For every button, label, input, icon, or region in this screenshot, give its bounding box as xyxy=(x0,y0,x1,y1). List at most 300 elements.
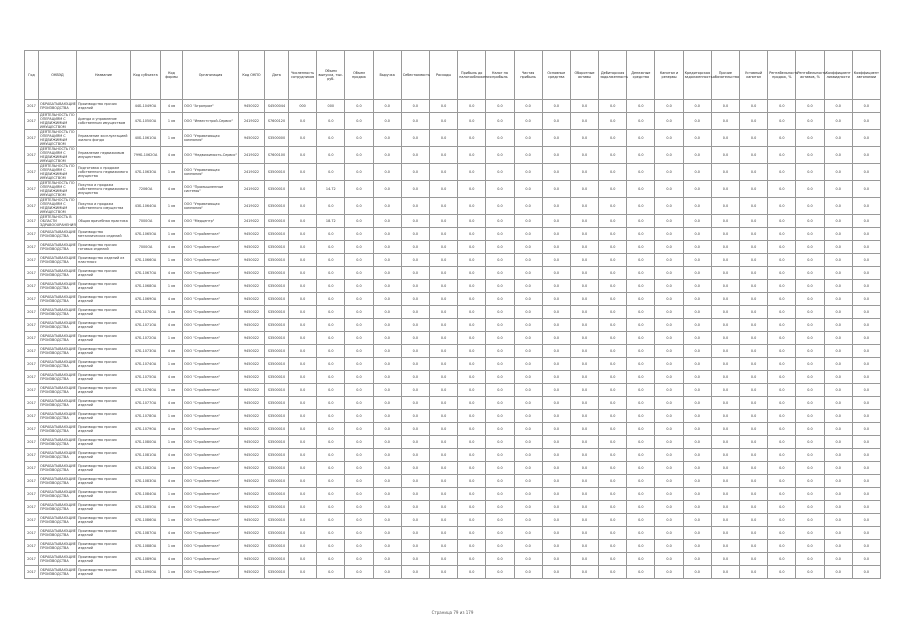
table-cell: 0.0 xyxy=(599,514,627,527)
table-cell: 0.0 xyxy=(796,566,824,579)
table-cell: S3500010 xyxy=(265,514,289,527)
table-cell: 0.0 xyxy=(542,241,570,254)
table-cell: 9450022 xyxy=(239,384,265,397)
table-cell: ООО "Стройметалл" xyxy=(183,319,239,332)
table-cell: 1 кв xyxy=(161,332,183,345)
table-cell: 2017 xyxy=(25,475,39,488)
table-row xyxy=(25,147,881,164)
table-cell: 0.0 xyxy=(824,527,852,540)
table-cell: 0.0 xyxy=(796,527,824,540)
table-cell: 2017 xyxy=(25,462,39,475)
table-cell: 0.0 xyxy=(317,358,345,371)
table-cell: 0.0 xyxy=(317,527,345,540)
table-cell: 0.0 xyxy=(711,358,739,371)
table-cell: 0.0 xyxy=(768,410,796,423)
table-cell: 9450022 xyxy=(239,267,265,280)
table-cell: S3500010 xyxy=(265,566,289,579)
table-cell: 0.0 xyxy=(289,228,317,241)
table-cell: 0.0 xyxy=(711,215,739,228)
table-cell: ООО "Инвестстрой-Сервис" xyxy=(183,113,239,130)
table-cell: 0.0 xyxy=(768,514,796,527)
table-cell: 0.0 xyxy=(317,371,345,384)
table-cell: 0.0 xyxy=(289,384,317,397)
table-cell: S3500010 xyxy=(265,501,289,514)
table-cell: ОБРАБАТЫВАЮЩИЕ ПРОИЗВОДСТВА xyxy=(39,254,77,267)
table-row xyxy=(25,397,881,410)
table-cell: 0.0 xyxy=(852,164,880,181)
table-cell: 4 кв xyxy=(161,371,183,384)
table-cell: 0.0 xyxy=(796,306,824,319)
table-cell: 0.0 xyxy=(683,540,711,553)
table-cell: 1 кв xyxy=(161,358,183,371)
table-cell: 0.0 xyxy=(711,280,739,293)
table-cell: 0.0 xyxy=(429,475,457,488)
table-cell: 2017 xyxy=(25,198,39,215)
table-cell: Производство прочих изделий xyxy=(77,553,131,566)
table-cell: 0.0 xyxy=(599,436,627,449)
table-cell: 0.0 xyxy=(796,267,824,280)
column-header: Дата xyxy=(265,51,289,100)
table-cell: S3500010 xyxy=(265,436,289,449)
table-cell: 0.0 xyxy=(486,475,514,488)
column-header: Налог на прибыль xyxy=(486,51,514,100)
table-cell: 0.0 xyxy=(373,319,401,332)
table-cell: 0.0 xyxy=(655,164,683,181)
table-cell: 4 кв xyxy=(161,475,183,488)
table-cell: 0.0 xyxy=(599,540,627,553)
table-cell: 0.0 xyxy=(486,553,514,566)
table-cell: 2017 xyxy=(25,319,39,332)
table-cell: 0.0 xyxy=(289,475,317,488)
table-cell: 0.0 xyxy=(289,280,317,293)
table-cell: 0.0 xyxy=(711,100,739,113)
column-header: Прибыль до налогообложения xyxy=(458,51,486,100)
table-cell: 0.0 xyxy=(486,436,514,449)
table-cell: 0.0 xyxy=(655,198,683,215)
table-cell: 4 кв xyxy=(161,345,183,358)
table-cell: 0.0 xyxy=(514,164,542,181)
table-cell: 0.0 xyxy=(599,198,627,215)
table-cell: 0.0 xyxy=(824,475,852,488)
table-cell: 1 кв xyxy=(161,198,183,215)
table-cell: 9450022 xyxy=(239,293,265,306)
table-cell: 0.0 xyxy=(683,319,711,332)
table-cell: ООО "Стройметалл" xyxy=(183,462,239,475)
table-cell: 0.0 xyxy=(768,501,796,514)
table-cell: 0.0 xyxy=(796,384,824,397)
table-cell: 0.0 xyxy=(796,553,824,566)
table-cell: 0.0 xyxy=(542,306,570,319)
table-cell: Производство прочих изделий xyxy=(77,540,131,553)
table-cell: 0.0 xyxy=(768,147,796,164)
table-cell: 0.0 xyxy=(542,181,570,198)
table-cell: Производство прочих готовых изделий xyxy=(77,241,131,254)
table-cell: 0.0 xyxy=(373,332,401,345)
table-cell: 47Б-1083ОА xyxy=(131,475,161,488)
table-cell: 47Б-1065ОА xyxy=(131,228,161,241)
table-cell: 47Б-1069ОА xyxy=(131,293,161,306)
table-cell: 0.0 xyxy=(317,164,345,181)
table-cell: 0.0 xyxy=(711,228,739,241)
table-cell: 1 кв xyxy=(161,113,183,130)
table-cell: 0.0 xyxy=(486,293,514,306)
column-header: Численность сотрудников xyxy=(289,51,317,100)
table-cell: 47Б-1080ОА xyxy=(131,436,161,449)
table-cell: 0.0 xyxy=(345,293,373,306)
table-cell: 0.0 xyxy=(345,345,373,358)
table-cell: ОБРАБАТЫВАЮЩИЕ ПРОИЗВОДСТВА xyxy=(39,345,77,358)
table-cell: Производство прочих изделий xyxy=(77,100,131,113)
table-cell: 0.0 xyxy=(740,113,768,130)
table-row xyxy=(25,488,881,501)
table-cell: 0.0 xyxy=(486,319,514,332)
table-cell: 0.0 xyxy=(796,475,824,488)
table-cell: 0.0 xyxy=(824,384,852,397)
table-cell: 0.0 xyxy=(401,397,429,410)
table-cell: 0.0 xyxy=(740,566,768,579)
table-cell: 0.0 xyxy=(373,267,401,280)
table-cell: S3500010 xyxy=(265,181,289,198)
table-cell: 47Б-1072ОА xyxy=(131,332,161,345)
table-cell: ООО "Стройметалл" xyxy=(183,488,239,501)
table-cell: 0.0 xyxy=(599,319,627,332)
table-cell: 0.0 xyxy=(683,228,711,241)
table-cell: 0.0 xyxy=(514,501,542,514)
table-cell: S3500010 xyxy=(265,254,289,267)
table-cell: 0.0 xyxy=(627,423,655,436)
table-cell: ОБРАБАТЫВАЮЩИЕ ПРОИЗВОДСТВА xyxy=(39,371,77,384)
table-cell: 2017 xyxy=(25,228,39,241)
table-cell: 0.0 xyxy=(711,384,739,397)
table-row xyxy=(25,371,881,384)
table-cell: 0.0 xyxy=(655,371,683,384)
table-cell: 0.0 xyxy=(317,345,345,358)
table-cell: 4 кв xyxy=(161,501,183,514)
column-header: Капитал и резервы xyxy=(655,51,683,100)
table-cell: 0.0 xyxy=(401,198,429,215)
table-cell: 0.0 xyxy=(768,358,796,371)
table-cell: 0.0 xyxy=(796,501,824,514)
table-cell: 0.0 xyxy=(824,514,852,527)
table-cell: 0.0 xyxy=(542,164,570,181)
table-cell: 0.0 xyxy=(599,254,627,267)
table-cell: 0.0 xyxy=(373,164,401,181)
table-cell: 0.0 xyxy=(542,130,570,147)
table-cell: 0.0 xyxy=(542,436,570,449)
table-cell: 0.0 xyxy=(514,553,542,566)
table-cell: 0.0 xyxy=(429,100,457,113)
table-cell: 4 кв xyxy=(161,293,183,306)
table-cell: 0.0 xyxy=(796,319,824,332)
table-cell: 0.0 xyxy=(683,462,711,475)
table-cell: 47Б-1088ОА xyxy=(131,540,161,553)
table-row xyxy=(25,475,881,488)
table-cell: 0.0 xyxy=(740,198,768,215)
table-cell: 4 кв xyxy=(161,397,183,410)
table-cell: 0.0 xyxy=(514,371,542,384)
table-cell: 0.0 xyxy=(824,488,852,501)
table-cell: 0.0 xyxy=(458,319,486,332)
table-cell: ООО "Стройметалл" xyxy=(183,241,239,254)
table-cell: Производство прочих изделий xyxy=(77,397,131,410)
table-cell: 0.0 xyxy=(401,462,429,475)
table-cell: 0.0 xyxy=(711,130,739,147)
table-cell: 0.0 xyxy=(514,113,542,130)
table-cell: 0.0 xyxy=(317,130,345,147)
table-cell: Производство прочих изделий xyxy=(77,462,131,475)
table-cell: 0.0 xyxy=(401,113,429,130)
table-cell: 9450022 xyxy=(239,280,265,293)
table-cell: 0.0 xyxy=(768,475,796,488)
table-cell: ОБРАБАТЫВАЮЩИЕ ПРОИЗВОДСТВА xyxy=(39,228,77,241)
table-cell: 0.0 xyxy=(711,267,739,280)
table-cell: 0.0 xyxy=(824,306,852,319)
table-cell: 0.0 xyxy=(824,540,852,553)
table-cell: 0.0 xyxy=(683,449,711,462)
table-cell: 0.0 xyxy=(599,358,627,371)
table-cell: 0.0 xyxy=(627,384,655,397)
table-cell: 0.0 xyxy=(824,130,852,147)
table-cell: 0.0 xyxy=(345,566,373,579)
table-cell: 0.0 xyxy=(289,319,317,332)
table-cell: ОБРАБАТЫВАЮЩИЕ ПРОИЗВОДСТВА xyxy=(39,267,77,280)
table-cell: 0.0 xyxy=(289,397,317,410)
table-cell: 1 кв xyxy=(161,514,183,527)
table-cell: 0.0 xyxy=(824,267,852,280)
table-cell: 0.0 xyxy=(373,147,401,164)
table-cell: 0.0 xyxy=(345,228,373,241)
table-cell: 0.0 xyxy=(289,358,317,371)
table-cell: S3500000 xyxy=(265,130,289,147)
table-cell: ОБРАБАТЫВАЮЩИЕ ПРОИЗВОДСТВА xyxy=(39,319,77,332)
table-cell: 0.0 xyxy=(458,280,486,293)
table-cell: 0.0 xyxy=(683,553,711,566)
table-cell: ОБРАБАТЫВАЮЩИЕ ПРОИЗВОДСТВА xyxy=(39,100,77,113)
table-cell: ООО "Стройметалл" xyxy=(183,397,239,410)
table-cell: 0.0 xyxy=(542,267,570,280)
column-header: Основные средства xyxy=(542,51,570,100)
table-cell: 0.0 xyxy=(429,130,457,147)
table-cell: 0.0 xyxy=(401,164,429,181)
table-cell: 0.0 xyxy=(317,566,345,579)
table-cell: 2017 xyxy=(25,501,39,514)
table-cell: 0.0 xyxy=(852,475,880,488)
table-row xyxy=(25,181,881,198)
table-cell: 0.0 xyxy=(345,501,373,514)
table-cell: 0.0 xyxy=(683,215,711,228)
table-cell: 799Б-1062ОА xyxy=(131,147,161,164)
table-cell: 0.0 xyxy=(852,384,880,397)
table-row xyxy=(25,267,881,280)
table-cell: 0.0 xyxy=(711,527,739,540)
table-cell: 0.0 xyxy=(486,397,514,410)
table-cell: 0.0 xyxy=(486,241,514,254)
table-cell: 0.0 xyxy=(852,181,880,198)
table-cell: 0.0 xyxy=(486,449,514,462)
table-cell: S3500010 xyxy=(265,423,289,436)
table-cell: 9450022 xyxy=(239,241,265,254)
table-cell: 0.0 xyxy=(852,228,880,241)
table-cell: 9450022 xyxy=(239,410,265,423)
table-cell: ООО "Стройметалл" xyxy=(183,345,239,358)
table-cell: 0.0 xyxy=(824,293,852,306)
column-header: Коэффициент ликвидности xyxy=(824,51,852,100)
table-cell: 0.0 xyxy=(852,514,880,527)
table-cell: ООО "Стройметалл" xyxy=(183,501,239,514)
table-cell: 0.0 xyxy=(514,130,542,147)
column-header: Код формы xyxy=(161,51,183,100)
table-cell: 0.0 xyxy=(852,215,880,228)
table-cell: 0.0 xyxy=(655,553,683,566)
table-cell: 0.0 xyxy=(401,527,429,540)
table-cell: 0.0 xyxy=(655,267,683,280)
table-cell: 000 xyxy=(289,100,317,113)
table-cell: 0.0 xyxy=(852,130,880,147)
table-cell: 0.0 xyxy=(401,306,429,319)
table-cell: 0.0 xyxy=(796,449,824,462)
column-header: Объем выпуска, тыс. руб. xyxy=(317,51,345,100)
table-cell: 0.0 xyxy=(740,540,768,553)
column-header: Код ОКПО xyxy=(239,51,265,100)
table-cell: S4500044 xyxy=(265,100,289,113)
table-cell: 0.0 xyxy=(514,254,542,267)
table-cell: 0.0 xyxy=(542,553,570,566)
table-cell: ДЕЯТЕЛЬНОСТЬ ПО ОПЕРАЦИЯМ С НЕДВИЖИМЫМ ИМУЩЕСТВОМ xyxy=(40,164,75,180)
table-cell: 0.0 xyxy=(373,280,401,293)
table-cell: 0.0 xyxy=(627,293,655,306)
table-cell: 0.0 xyxy=(852,198,880,215)
table-cell: 0.0 xyxy=(627,254,655,267)
table-cell: 0.0 xyxy=(542,228,570,241)
table-cell: 9450022 xyxy=(239,449,265,462)
table-cell: 2017 xyxy=(25,241,39,254)
table-cell: 0.0 xyxy=(373,293,401,306)
table-row xyxy=(25,241,881,254)
table-cell: 0.0 xyxy=(740,462,768,475)
table-cell: 0.0 xyxy=(289,436,317,449)
table-cell: 0.0 xyxy=(486,164,514,181)
table-cell: 0.0 xyxy=(570,241,598,254)
table-cell: 0.0 xyxy=(401,553,429,566)
table-cell: 0.0 xyxy=(852,423,880,436)
column-header: Код субъекта xyxy=(131,51,161,100)
table-cell: 0.0 xyxy=(768,553,796,566)
table-cell: 0.0 xyxy=(599,293,627,306)
table-cell: 0.0 xyxy=(796,198,824,215)
table-cell: 0.0 xyxy=(599,164,627,181)
table-cell: 0.0 xyxy=(458,228,486,241)
table-cell: 0.0 xyxy=(655,345,683,358)
table-cell: 0.0 xyxy=(401,293,429,306)
table-cell: ОБРАБАТЫВАЮЩИЕ ПРОИЗВОДСТВА xyxy=(39,332,77,345)
table-cell: 0.0 xyxy=(824,371,852,384)
table-cell: 0.0 xyxy=(683,293,711,306)
table-cell: 0.0 xyxy=(627,449,655,462)
table-cell: 47Б-1068ОА xyxy=(131,280,161,293)
table-cell: 0.0 xyxy=(852,267,880,280)
table-cell: 0.0 xyxy=(599,181,627,198)
table-cell: 0.0 xyxy=(824,113,852,130)
table-row xyxy=(25,358,881,371)
table-cell: 0.0 xyxy=(796,181,824,198)
table-cell: 0.0 xyxy=(514,358,542,371)
table-cell: 0.0 xyxy=(627,306,655,319)
table-cell: 0.0 xyxy=(542,100,570,113)
table-cell: 0.0 xyxy=(289,527,317,540)
table-cell: 0.0 xyxy=(768,488,796,501)
table-cell: 0.0 xyxy=(317,449,345,462)
table-cell: 2017 xyxy=(25,358,39,371)
table-cell: 0.0 xyxy=(740,488,768,501)
table-row xyxy=(25,306,881,319)
table-cell: 0.0 xyxy=(627,228,655,241)
table-row xyxy=(25,228,881,241)
table-cell: 0.0 xyxy=(429,488,457,501)
table-cell: 0.0 xyxy=(796,540,824,553)
table-cell: 0.0 xyxy=(289,410,317,423)
table-cell: 47Б-1070ОА xyxy=(131,306,161,319)
table-cell: 0.0 xyxy=(683,358,711,371)
table-cell: 0.0 xyxy=(711,397,739,410)
table-cell: 0.0 xyxy=(317,267,345,280)
table-cell: Производство прочих изделий xyxy=(77,514,131,527)
table-cell: 0.0 xyxy=(486,332,514,345)
table-cell: 0.0 xyxy=(514,540,542,553)
table-cell: S3500010 xyxy=(265,293,289,306)
table-cell: 0.0 xyxy=(373,198,401,215)
table-cell: ООО "Стройметалл" xyxy=(183,410,239,423)
table-cell: 0.0 xyxy=(486,358,514,371)
table-cell: 0.0 xyxy=(768,423,796,436)
table-cell: 0.0 xyxy=(514,100,542,113)
table-cell: 0.0 xyxy=(373,228,401,241)
table-cell: 0.0 xyxy=(683,164,711,181)
table-cell: 9450022 xyxy=(239,306,265,319)
table-cell: ОБРАБАТЫВАЮЩИЕ ПРОИЗВОДСТВА xyxy=(39,280,77,293)
table-cell: 9450022 xyxy=(239,319,265,332)
table-cell: 0.0 xyxy=(824,358,852,371)
table-cell: 0.0 xyxy=(458,475,486,488)
table-cell: 0.0 xyxy=(627,410,655,423)
table-cell: 0.0 xyxy=(429,267,457,280)
table-cell: 0.0 xyxy=(655,181,683,198)
table-cell: 0.0 xyxy=(289,198,317,215)
table-cell: 0.0 xyxy=(627,181,655,198)
table-cell: 0.0 xyxy=(711,113,739,130)
table-cell: 0.0 xyxy=(570,254,598,267)
table-cell: ООО "Стройметалл" xyxy=(183,566,239,579)
table-cell: 0.0 xyxy=(317,254,345,267)
table-cell: 0.0 xyxy=(542,280,570,293)
table-cell: 0.0 xyxy=(345,198,373,215)
table-cell: 0.0 xyxy=(542,358,570,371)
table-cell: 0.0 xyxy=(542,147,570,164)
table-cell: 0.0 xyxy=(542,397,570,410)
table-cell: 0.0 xyxy=(627,267,655,280)
table-cell: 0.0 xyxy=(486,345,514,358)
table-cell: 9450022 xyxy=(239,397,265,410)
table-cell: 0.0 xyxy=(514,449,542,462)
table-cell: 0.0 xyxy=(852,345,880,358)
table-cell: 0.0 xyxy=(599,241,627,254)
table-cell: S3500010 xyxy=(265,215,289,228)
table-cell: 0.0 xyxy=(740,397,768,410)
table-cell: 0.0 xyxy=(317,540,345,553)
table-cell: 0.0 xyxy=(740,501,768,514)
table-cell: ДЕЯТЕЛЬНОСТЬ ПО ОПЕРАЦИЯМ С НЕДВИЖИМЫМ ИМУЩЕСТВОМ xyxy=(40,130,75,146)
table-cell: 1 кв xyxy=(161,280,183,293)
table-cell: 0.0 xyxy=(796,147,824,164)
